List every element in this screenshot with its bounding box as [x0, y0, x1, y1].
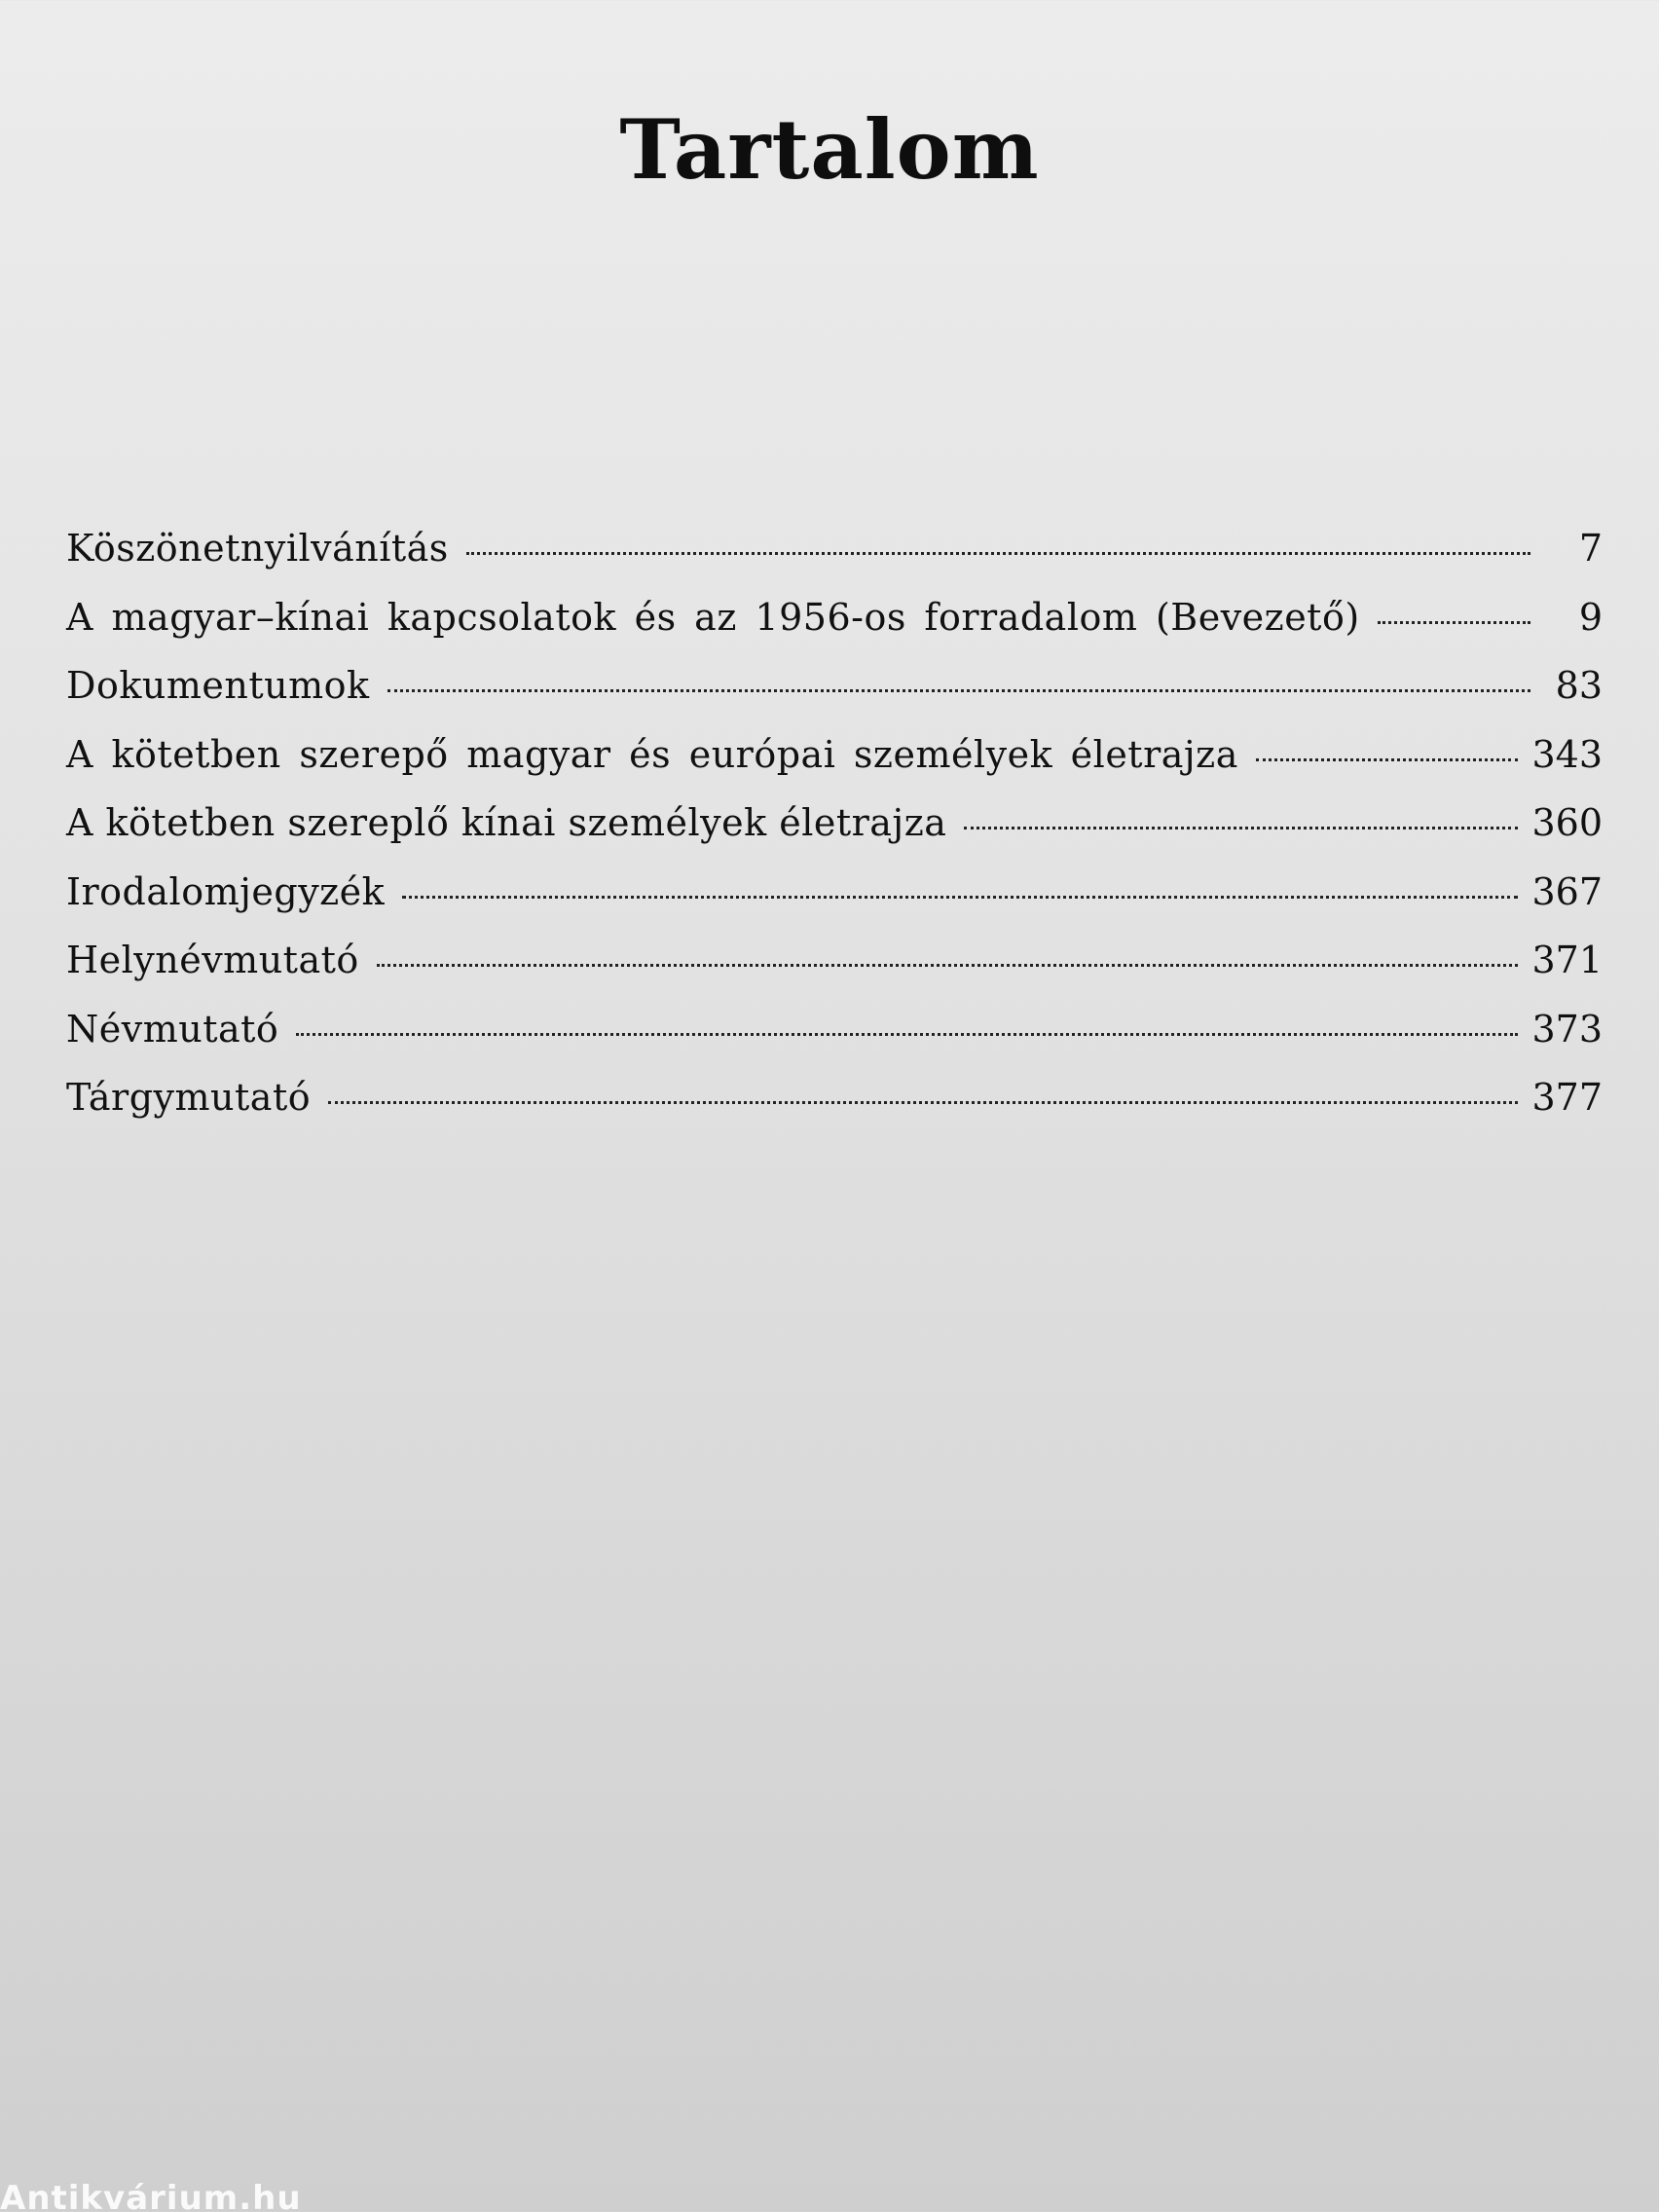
dot-leader	[964, 827, 1518, 830]
toc-entry	[66, 858, 1603, 927]
toc-entry	[66, 583, 1603, 652]
dot-leader	[387, 689, 1530, 692]
toc-entry	[66, 926, 1603, 995]
toc-entry-title: Köszönetnyilvánítás	[66, 527, 449, 570]
toc-entry-title: A kötetben szerepő magyar és európai személyek életrajza	[66, 732, 1238, 776]
toc-entry-title: Irodalomjegyzék	[66, 869, 386, 913]
toc-entry-title: A magyar–kínai kapcsolatok és az 1956-os forradalom (Bevezető)	[66, 595, 1360, 639]
toc-entry	[66, 651, 1603, 720]
table-of-contents	[66, 514, 1603, 1132]
toc-entry-title: Dokumentumok	[66, 664, 370, 707]
dot-leader	[377, 964, 1519, 967]
toc-entry	[66, 514, 1603, 583]
dot-leader	[402, 896, 1518, 899]
watermark: Antikvárium.hu	[0, 2179, 302, 2212]
dot-leader	[328, 1101, 1518, 1104]
toc-entry-title: Helynévmutató	[66, 939, 359, 981]
toc-entry	[66, 720, 1603, 790]
toc-entry-title: Tárgymutató	[66, 1076, 312, 1119]
dot-leader	[1378, 621, 1530, 624]
toc-entry-page: 360	[1531, 801, 1603, 844]
toc-entry-page: 343	[1531, 732, 1603, 776]
dot-leader	[466, 552, 1530, 555]
toc-entry-page: 377	[1531, 1076, 1603, 1119]
dot-leader	[296, 1033, 1518, 1036]
toc-entry-page: 9	[1578, 595, 1603, 639]
toc-entry-page: 7	[1578, 527, 1603, 570]
toc-entry	[66, 1063, 1603, 1132]
toc-entry-title: Névmutató	[66, 1007, 279, 1051]
toc-entry	[66, 789, 1603, 858]
toc-entry-page: 371	[1531, 939, 1603, 981]
toc-entry-page: 373	[1531, 1007, 1603, 1051]
toc-entry-page: 83	[1555, 664, 1603, 707]
toc-entry-title: A kötetben szereplő kínai személyek életrajza	[66, 801, 947, 844]
dot-leader	[1256, 758, 1519, 761]
toc-entry	[66, 995, 1603, 1064]
page-title: Tartalom	[619, 101, 1040, 199]
toc-entry-page: 367	[1531, 869, 1603, 913]
